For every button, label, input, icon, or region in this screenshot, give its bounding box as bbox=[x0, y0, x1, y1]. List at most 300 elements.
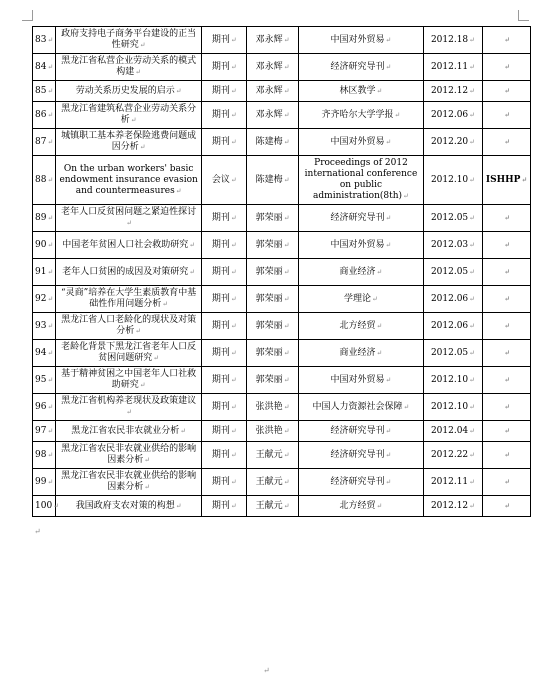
paragraph-mark: ↵ bbox=[47, 137, 54, 146]
paragraph-mark: ↵ bbox=[403, 402, 410, 411]
paragraph-mark: ↵ bbox=[376, 267, 383, 276]
journal-cell bbox=[299, 340, 424, 367]
title-text: 黑龙江省建筑私营企业劳动关系分析 bbox=[61, 104, 197, 125]
paragraph-mark: ↵ bbox=[144, 483, 151, 491]
paragraph-mark: ↵ bbox=[283, 86, 290, 95]
date-text: 2012.06 bbox=[430, 320, 469, 331]
paragraph-mark: ↵ bbox=[283, 426, 290, 435]
type-text: 期刊 bbox=[211, 374, 230, 385]
row-number-text: 86 bbox=[35, 109, 47, 120]
row-number-text: 95 bbox=[35, 374, 47, 385]
note-cell bbox=[483, 27, 531, 54]
table-row bbox=[33, 156, 531, 205]
title-text: 城镇职工基本养老保险逃费问题成因分析 bbox=[61, 131, 197, 152]
table-row bbox=[33, 129, 531, 156]
paragraph-mark: ↵ bbox=[139, 41, 146, 49]
paragraph-mark: ↵ bbox=[230, 348, 237, 357]
title-cell bbox=[55, 81, 202, 102]
paragraph-mark: ↵ bbox=[283, 294, 290, 303]
paragraph-mark: ↵ bbox=[230, 501, 237, 510]
date-cell bbox=[423, 394, 482, 421]
paragraph-mark: ↵ bbox=[230, 213, 237, 222]
row-number-cell bbox=[33, 81, 56, 102]
paragraph-mark: ↵ bbox=[230, 294, 237, 303]
note-cell bbox=[483, 394, 531, 421]
paragraph-mark: ↵ bbox=[230, 477, 237, 486]
paragraph-mark: ↵ bbox=[47, 348, 54, 357]
date-text: 2012.11 bbox=[430, 61, 469, 72]
paragraph-mark: ↵ bbox=[469, 35, 476, 44]
note-cell bbox=[483, 205, 531, 232]
date-cell bbox=[423, 313, 482, 340]
title-cell bbox=[55, 259, 202, 286]
publication-table bbox=[32, 26, 531, 517]
date-cell bbox=[423, 232, 482, 259]
paragraph-mark: ↵ bbox=[230, 86, 237, 95]
type-cell bbox=[202, 286, 247, 313]
title-cell bbox=[55, 27, 202, 54]
paragraph-mark: ↵ bbox=[385, 240, 392, 249]
title-cell bbox=[55, 421, 202, 442]
journal-cell bbox=[299, 27, 424, 54]
paragraph-mark: ↵ bbox=[521, 175, 528, 184]
type-cell bbox=[202, 313, 247, 340]
author-cell bbox=[247, 259, 299, 286]
paragraph-mark: ↵ bbox=[47, 213, 54, 222]
paragraph-mark: ↵ bbox=[47, 62, 54, 71]
paragraph-mark: ↵ bbox=[385, 137, 392, 146]
date-cell bbox=[423, 27, 482, 54]
author-text: 王献元 bbox=[255, 449, 283, 460]
note-cell bbox=[483, 232, 531, 259]
author-cell bbox=[247, 27, 299, 54]
paragraph-mark: ↵ bbox=[180, 426, 187, 435]
row-number-cell bbox=[33, 442, 56, 469]
title-cell bbox=[55, 232, 202, 259]
journal-text: 商业经济 bbox=[339, 266, 376, 277]
paragraph-mark: ↵ bbox=[469, 62, 476, 71]
title-cell bbox=[55, 442, 202, 469]
journal-text: 中国对外贸易 bbox=[330, 374, 385, 385]
paragraph-mark: ↵ bbox=[504, 86, 510, 95]
paragraph-mark: ↵ bbox=[469, 294, 476, 303]
paragraph-mark: ↵ bbox=[230, 402, 237, 411]
paragraph-mark: ↵ bbox=[34, 527, 41, 536]
date-cell bbox=[423, 496, 482, 517]
title-text: On the urban workers' basic endowment insurance evasion and countermeasures bbox=[59, 163, 198, 196]
date-cell bbox=[423, 286, 482, 313]
paragraph-mark: ↵ bbox=[385, 213, 392, 222]
paragraph-mark: ↵ bbox=[283, 501, 290, 510]
title-text: 黑龙江省人口老龄化的现状及对策分析 bbox=[61, 315, 197, 336]
date-text: 2012.03 bbox=[430, 239, 469, 250]
author-text: 张洪艳 bbox=[255, 401, 283, 412]
paragraph-mark: ↵ bbox=[283, 321, 290, 330]
row-number-text: 92 bbox=[35, 293, 47, 304]
paragraph-mark: ↵ bbox=[385, 450, 392, 459]
paragraph-mark: ↵ bbox=[469, 110, 476, 119]
type-text: 期刊 bbox=[211, 266, 230, 277]
author-text: 郭荣丽 bbox=[255, 347, 283, 358]
author-cell bbox=[247, 421, 299, 442]
date-cell bbox=[423, 367, 482, 394]
type-cell bbox=[202, 205, 247, 232]
journal-cell bbox=[299, 442, 424, 469]
table-row bbox=[33, 313, 531, 340]
paragraph-mark: ↵ bbox=[469, 86, 476, 95]
paragraph-mark: ↵ bbox=[230, 450, 237, 459]
paragraph-mark: ↵ bbox=[47, 267, 54, 276]
table-row bbox=[33, 259, 531, 286]
paragraph-mark: ↵ bbox=[469, 175, 476, 184]
type-text: 期刊 bbox=[211, 476, 230, 487]
note-cell bbox=[483, 81, 531, 102]
title-text: 政府支持电子商务平台建设的正当性研究 bbox=[61, 29, 197, 50]
note-cell bbox=[483, 156, 531, 205]
date-text: 2012.10 bbox=[430, 401, 469, 412]
type-cell bbox=[202, 340, 247, 367]
paragraph-mark: ↵ bbox=[504, 375, 510, 384]
paragraph-mark: ↵ bbox=[504, 110, 510, 119]
paragraph-mark: ↵ bbox=[504, 137, 510, 146]
table-row bbox=[33, 54, 531, 81]
paragraph-mark: ↵ bbox=[283, 348, 290, 357]
journal-text: 北方经贸 bbox=[339, 500, 376, 511]
author-cell bbox=[247, 81, 299, 102]
paragraph-mark: ↵ bbox=[283, 450, 290, 459]
journal-text: 齐齐哈尔大学学报 bbox=[321, 109, 394, 120]
date-cell bbox=[423, 81, 482, 102]
note-cell bbox=[483, 102, 531, 129]
row-number-text: 90 bbox=[35, 239, 47, 250]
paragraph-mark: ↵ bbox=[47, 375, 54, 384]
author-text: 张洪艳 bbox=[255, 425, 283, 436]
type-cell bbox=[202, 102, 247, 129]
table-row bbox=[33, 102, 531, 129]
row-number-cell bbox=[33, 421, 56, 442]
paragraph-mark: ↵ bbox=[504, 426, 510, 435]
author-text: 郭荣丽 bbox=[255, 266, 283, 277]
note-cell bbox=[483, 340, 531, 367]
paragraph-mark: ↵ bbox=[504, 213, 510, 222]
journal-cell bbox=[299, 156, 424, 205]
paragraph-mark: ↵ bbox=[283, 375, 290, 384]
paragraph-mark: ↵ bbox=[469, 501, 476, 510]
author-text: 邓永辉 bbox=[255, 85, 283, 96]
row-number-text: 87 bbox=[35, 136, 47, 147]
note-cell bbox=[483, 129, 531, 156]
title-cell bbox=[55, 496, 202, 517]
journal-cell bbox=[299, 421, 424, 442]
date-text: 2012.05 bbox=[430, 212, 469, 223]
date-text: 2012.05 bbox=[430, 347, 469, 358]
title-text: 黑龙江省私营企业劳动关系的模式构建 bbox=[61, 56, 197, 77]
type-text: 期刊 bbox=[211, 61, 230, 72]
paragraph-mark: ↵ bbox=[469, 137, 476, 146]
author-cell bbox=[247, 394, 299, 421]
table-row bbox=[33, 286, 531, 313]
date-text: 2012.10 bbox=[430, 374, 469, 385]
paragraph-mark: ↵ bbox=[283, 110, 290, 119]
author-cell bbox=[247, 313, 299, 340]
paragraph-mark: ↵ bbox=[189, 240, 196, 249]
journal-text: 中国人力资源社会保障 bbox=[312, 401, 403, 412]
date-cell bbox=[423, 442, 482, 469]
paragraph-mark: ↵ bbox=[139, 381, 146, 389]
title-cell bbox=[55, 156, 202, 205]
paragraph-mark: ↵ bbox=[139, 143, 146, 151]
table-row bbox=[33, 232, 531, 259]
paragraph-mark: ↵ bbox=[230, 426, 237, 435]
journal-cell bbox=[299, 205, 424, 232]
author-text: 郭荣丽 bbox=[255, 374, 283, 385]
paragraph-mark: ↵ bbox=[175, 86, 182, 95]
row-number-text: 88 bbox=[35, 174, 47, 185]
author-cell bbox=[247, 469, 299, 496]
type-cell bbox=[202, 81, 247, 102]
table-row bbox=[33, 340, 531, 367]
date-text: 2012.12 bbox=[430, 500, 469, 511]
title-text: 中国老年贫困人口社会救助研究 bbox=[62, 239, 189, 250]
paragraph-mark: ↵ bbox=[162, 300, 169, 308]
note-cell bbox=[483, 442, 531, 469]
paragraph-mark: ↵ bbox=[504, 450, 510, 459]
date-cell bbox=[423, 129, 482, 156]
author-text: 郭荣丽 bbox=[255, 320, 283, 331]
page-corner-mark-top-left bbox=[22, 10, 33, 21]
note-cell bbox=[483, 313, 531, 340]
type-cell bbox=[202, 27, 247, 54]
date-text: 2012.22 bbox=[430, 449, 469, 460]
title-text: “灵商”培养在大学生素质教育中基础性作用问题分析 bbox=[61, 288, 197, 309]
title-text: 基于精神贫困之中国老年人口社救助研究 bbox=[61, 369, 197, 390]
date-text: 2012.20 bbox=[430, 136, 469, 147]
type-cell bbox=[202, 421, 247, 442]
paragraph-mark: ↵ bbox=[230, 321, 237, 330]
date-cell bbox=[423, 102, 482, 129]
paragraph-mark: ↵ bbox=[283, 213, 290, 222]
author-text: 邓永辉 bbox=[255, 34, 283, 45]
paragraph-mark: ↵ bbox=[47, 450, 54, 459]
paragraph-mark: ↵ bbox=[47, 294, 54, 303]
paragraph-mark: ↵ bbox=[283, 267, 290, 276]
author-cell bbox=[247, 340, 299, 367]
title-text: 老龄化背景下黑龙江省老年人口反贫困问题研究 bbox=[61, 342, 197, 363]
row-number-cell bbox=[33, 469, 56, 496]
paragraph-mark: ↵ bbox=[504, 62, 510, 71]
author-text: 王献元 bbox=[255, 500, 283, 511]
date-text: 2012.10 bbox=[430, 174, 469, 185]
type-text: 期刊 bbox=[211, 85, 230, 96]
row-number-text: 94 bbox=[35, 347, 47, 358]
paragraph-mark: ↵ bbox=[283, 62, 290, 71]
note-cell bbox=[483, 367, 531, 394]
row-number-text: 85 bbox=[35, 85, 47, 96]
author-text: 郭荣丽 bbox=[255, 239, 283, 250]
paragraph-mark: ↵ bbox=[283, 240, 290, 249]
paragraph-mark: ↵ bbox=[283, 175, 290, 184]
journal-text: 经济研究导刊 bbox=[330, 212, 385, 223]
type-cell bbox=[202, 54, 247, 81]
note-cell bbox=[483, 496, 531, 517]
date-cell bbox=[423, 259, 482, 286]
title-cell bbox=[55, 129, 202, 156]
journal-cell bbox=[299, 286, 424, 313]
table-row bbox=[33, 81, 531, 102]
row-number-text: 96 bbox=[35, 401, 47, 412]
row-number-cell bbox=[33, 54, 56, 81]
journal-cell bbox=[299, 232, 424, 259]
author-cell bbox=[247, 442, 299, 469]
date-cell bbox=[423, 421, 482, 442]
paragraph-mark: ↵ bbox=[376, 348, 383, 357]
paragraph-mark: ↵ bbox=[283, 402, 290, 411]
paragraph-mark: ↵ bbox=[230, 175, 237, 184]
type-text: 期刊 bbox=[211, 239, 230, 250]
date-text: 2012.18 bbox=[430, 34, 469, 45]
journal-cell bbox=[299, 102, 424, 129]
paragraph-mark: ↵ bbox=[469, 426, 476, 435]
type-text: 期刊 bbox=[211, 212, 230, 223]
date-cell bbox=[423, 340, 482, 367]
date-cell bbox=[423, 205, 482, 232]
author-cell bbox=[247, 232, 299, 259]
row-number-cell bbox=[33, 367, 56, 394]
table-row bbox=[33, 469, 531, 496]
date-text: 2012.06 bbox=[430, 109, 469, 120]
paragraph-mark: ↵ bbox=[385, 426, 392, 435]
title-cell bbox=[55, 340, 202, 367]
table-row bbox=[33, 496, 531, 517]
paragraph-mark: ↵ bbox=[283, 477, 290, 486]
journal-text: 中国对外贸易 bbox=[330, 136, 385, 147]
row-number-text: 98 bbox=[35, 449, 47, 460]
paragraph-mark: ↵ bbox=[394, 110, 401, 119]
paragraph-mark: ↵ bbox=[376, 501, 383, 510]
title-cell bbox=[55, 394, 202, 421]
paragraph-mark: ↵ bbox=[283, 137, 290, 146]
note-cell bbox=[483, 54, 531, 81]
paragraph-mark: ↵ bbox=[230, 110, 237, 119]
table-row bbox=[33, 421, 531, 442]
type-cell bbox=[202, 469, 247, 496]
title-cell bbox=[55, 286, 202, 313]
row-number-text: 84 bbox=[35, 61, 47, 72]
journal-cell bbox=[299, 313, 424, 340]
title-text: 黑龙江省机构养老现状及政策建议 bbox=[61, 396, 197, 406]
paragraph-mark: ↵ bbox=[189, 267, 196, 276]
type-text: 期刊 bbox=[211, 320, 230, 331]
type-text: 期刊 bbox=[211, 425, 230, 436]
page-corner-mark-top-right bbox=[518, 10, 529, 21]
title-cell bbox=[55, 102, 202, 129]
row-number-cell bbox=[33, 313, 56, 340]
title-cell bbox=[55, 367, 202, 394]
journal-text: 中国对外贸易 bbox=[330, 239, 385, 250]
author-text: 郭荣丽 bbox=[255, 293, 283, 304]
paragraph-mark: ↵ bbox=[153, 354, 160, 362]
date-text: 2012.05 bbox=[430, 266, 469, 277]
type-cell bbox=[202, 442, 247, 469]
author-text: 邓永辉 bbox=[255, 61, 283, 72]
journal-cell bbox=[299, 81, 424, 102]
journal-text: 商业经济 bbox=[339, 347, 376, 358]
row-number-text: 97 bbox=[35, 425, 47, 436]
paragraph-mark: ↵ bbox=[230, 35, 237, 44]
paragraph-mark: ↵ bbox=[47, 321, 54, 330]
author-text: 郭荣丽 bbox=[255, 212, 283, 223]
type-text: 期刊 bbox=[211, 109, 230, 120]
table-row bbox=[33, 27, 531, 54]
journal-text: 北方经贸 bbox=[339, 320, 376, 331]
paragraph-mark: ↵ bbox=[504, 35, 510, 44]
row-number-cell bbox=[33, 205, 56, 232]
type-text: 会议 bbox=[211, 174, 230, 185]
journal-cell bbox=[299, 259, 424, 286]
journal-text: 经济研究导刊 bbox=[330, 425, 385, 436]
paragraph-mark: ↵ bbox=[403, 192, 409, 200]
author-cell bbox=[247, 102, 299, 129]
type-cell bbox=[202, 394, 247, 421]
author-text: 王献元 bbox=[255, 476, 283, 487]
paragraph-mark: ↵ bbox=[47, 86, 54, 95]
type-cell bbox=[202, 367, 247, 394]
journal-text: 经济研究导刊 bbox=[330, 61, 385, 72]
paragraph-mark: ↵ bbox=[376, 321, 383, 330]
paragraph-mark: ↵ bbox=[504, 402, 510, 411]
type-text: 期刊 bbox=[211, 347, 230, 358]
paragraph-mark: ↵ bbox=[47, 477, 54, 486]
paragraph-mark: ↵ bbox=[469, 450, 476, 459]
row-number-text: 89 bbox=[35, 212, 47, 223]
paragraph-mark: ↵ bbox=[175, 501, 182, 510]
row-number-cell bbox=[33, 286, 56, 313]
table-row bbox=[33, 205, 531, 232]
paragraph-mark: ↵ bbox=[230, 240, 237, 249]
table-row bbox=[33, 394, 531, 421]
author-text: 陈建梅 bbox=[255, 174, 283, 185]
type-text: 期刊 bbox=[211, 449, 230, 460]
date-text: 2012.06 bbox=[430, 293, 469, 304]
journal-cell bbox=[299, 129, 424, 156]
author-cell bbox=[247, 286, 299, 313]
paragraph-mark: ↵ bbox=[230, 62, 237, 71]
paragraph-mark: ↵ bbox=[372, 294, 378, 303]
journal-text: Proceedings of 2012 international conference on public administration(8th) bbox=[304, 158, 418, 201]
author-cell bbox=[247, 156, 299, 205]
row-number-text: 93 bbox=[35, 320, 47, 331]
note-cell bbox=[483, 469, 531, 496]
paragraph-mark: ↵ bbox=[385, 375, 392, 384]
paragraph-mark: ↵ bbox=[385, 62, 392, 71]
table-row bbox=[33, 367, 531, 394]
paragraph-mark: ↵ bbox=[175, 186, 182, 195]
paragraph-mark: ↵ bbox=[230, 375, 237, 384]
paragraph-mark: ↵ bbox=[283, 35, 290, 44]
row-number-cell bbox=[33, 102, 56, 129]
note-cell bbox=[483, 286, 531, 313]
paragraph-mark: ↵ bbox=[385, 477, 392, 486]
row-number-text: 91 bbox=[35, 266, 47, 277]
row-number-text: 83 bbox=[35, 34, 47, 45]
row-number-cell bbox=[33, 340, 56, 367]
paragraph-mark: ↵ bbox=[504, 477, 510, 486]
title-cell bbox=[55, 205, 202, 232]
row-number-cell bbox=[33, 496, 60, 517]
paragraph-mark: ↵ bbox=[47, 240, 54, 249]
paragraph-mark: ↵ bbox=[230, 137, 237, 146]
date-text: 2012.12 bbox=[430, 85, 469, 96]
